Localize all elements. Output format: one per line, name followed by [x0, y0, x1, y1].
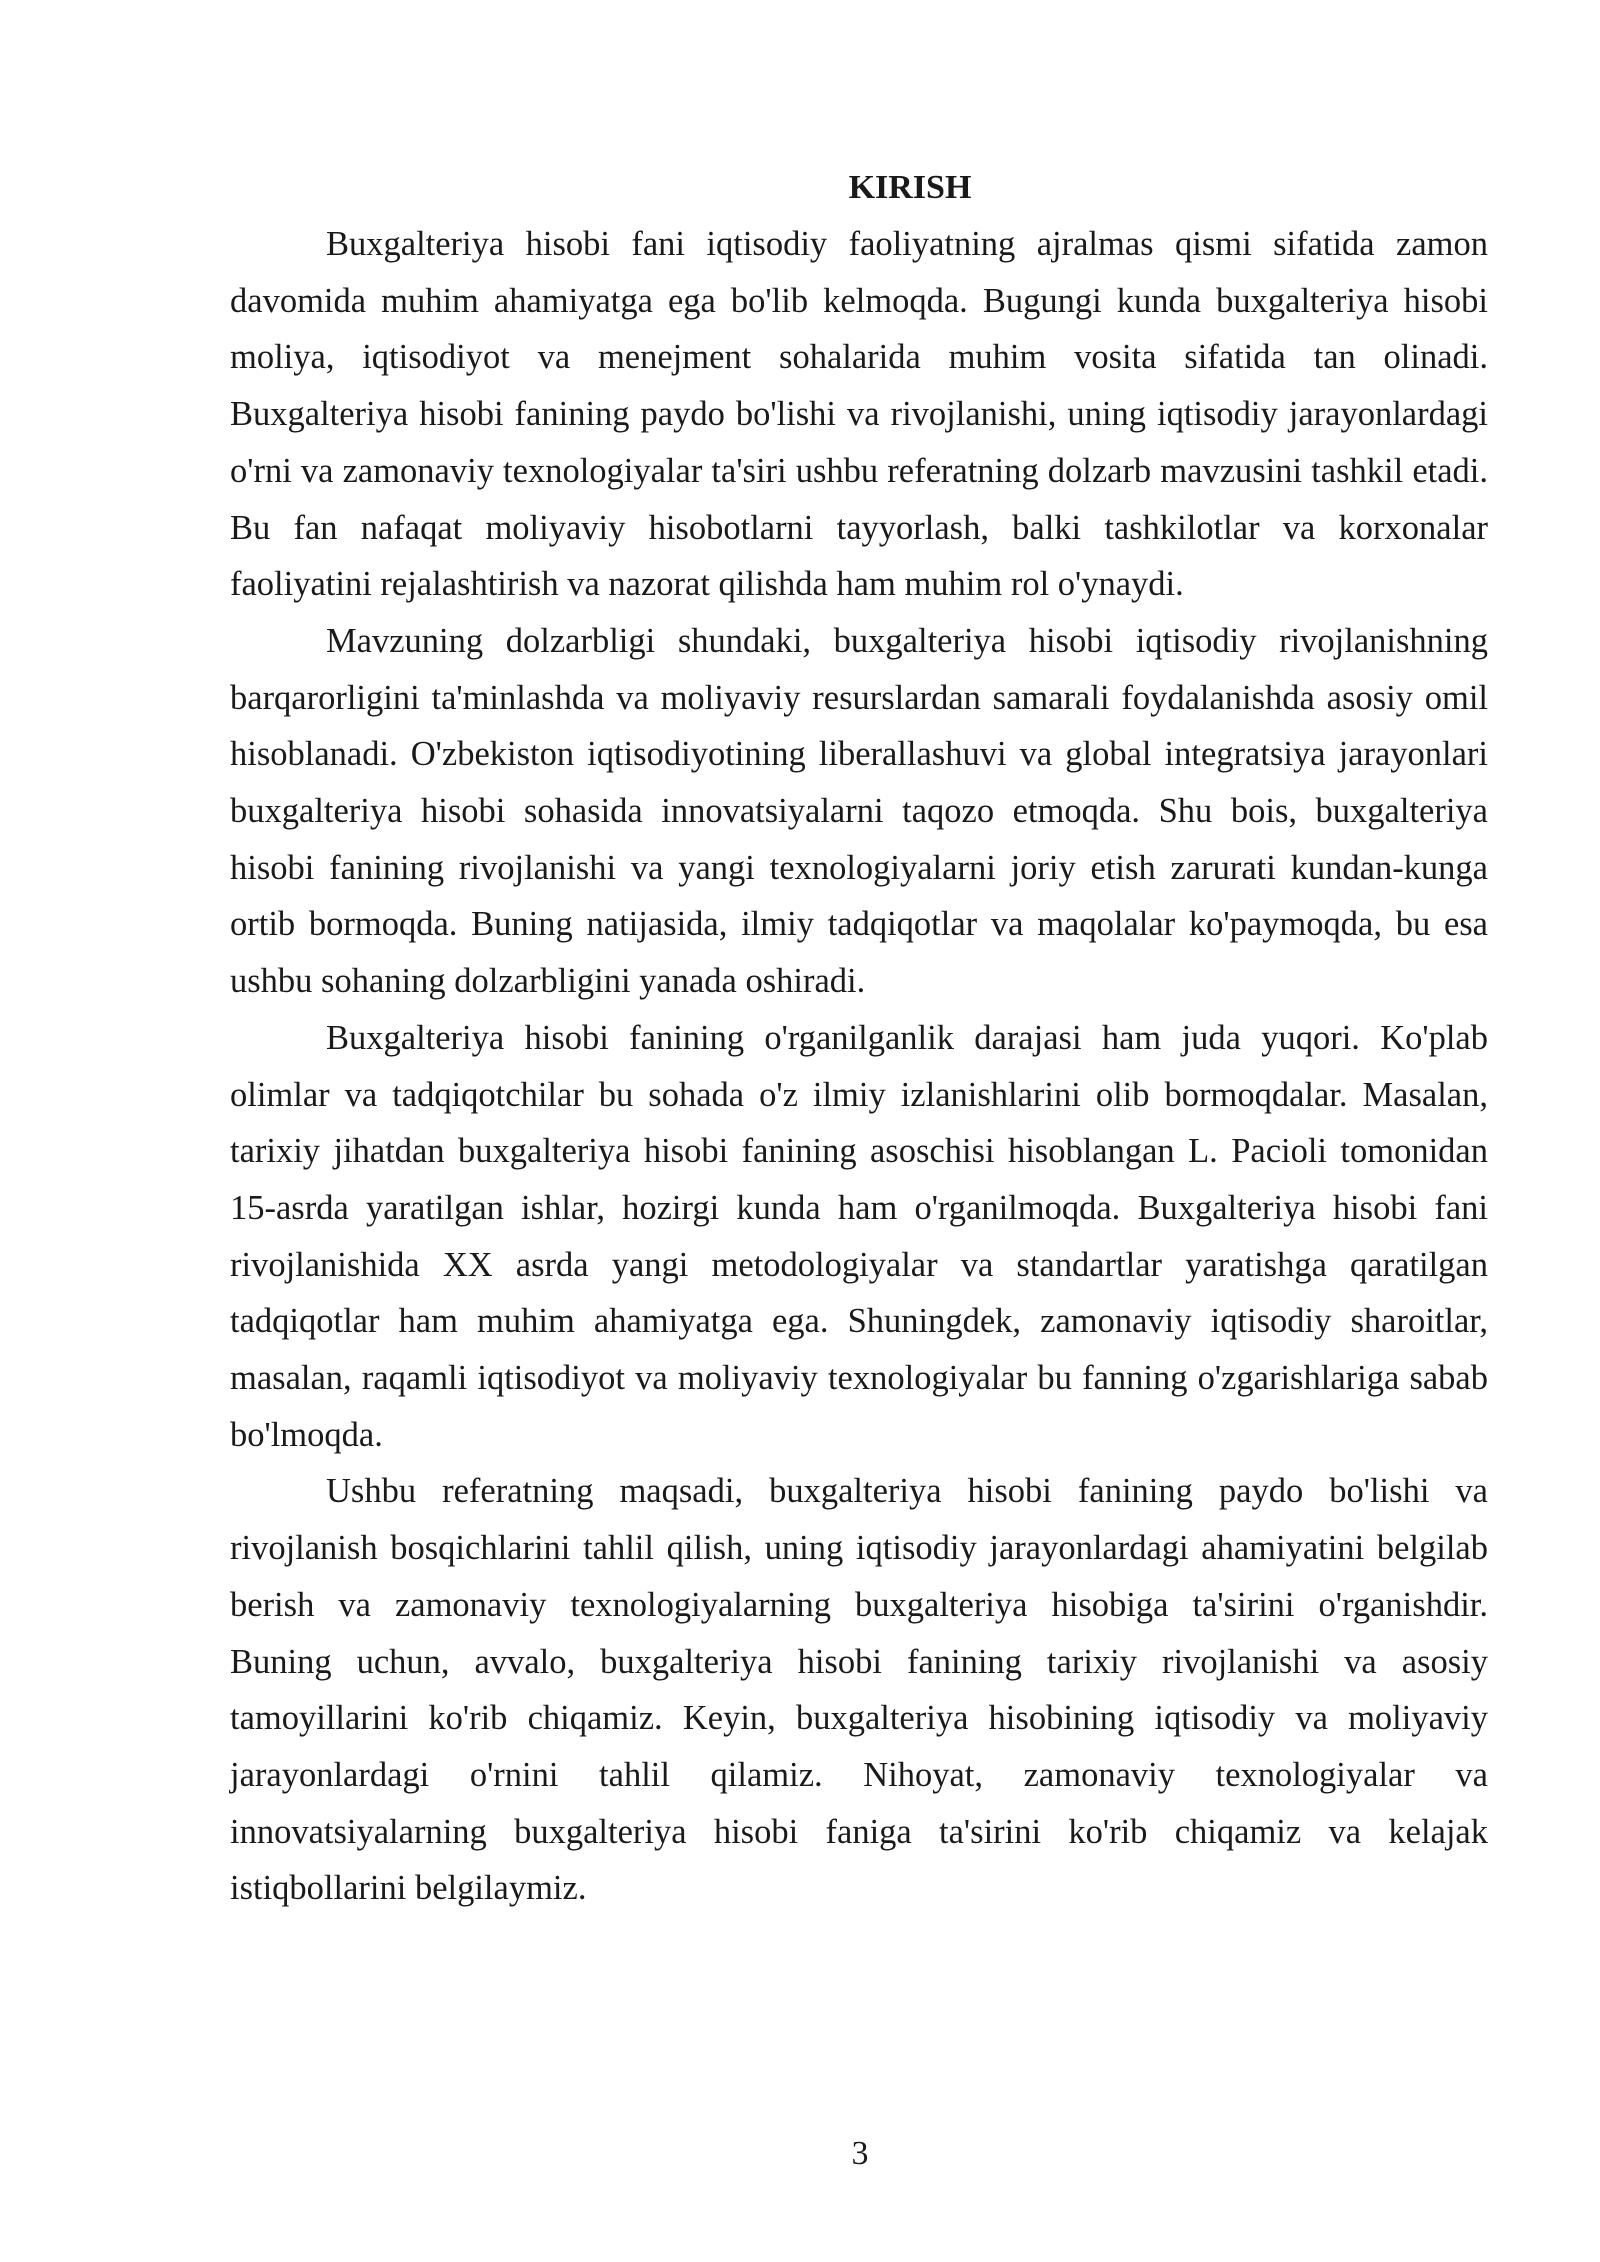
page-number: 3 [851, 2135, 869, 2172]
paragraph-3: Buxgalteriya hisobi fanining o'rganilganlik darajasi ham juda yuqori. Ko'plab olimlar va tadqiqotchilar bu sohada o'z ilmiy izlanishlarini olib bormoqdalar. Masalan, tarixiy jihatdan buxgalteriya hisobi fanining asoschisi hisoblangan L. Pacioli tomonidan 15-asrda yaratilgan ishlar, hozirgi kunda ham o'rganilmoqda. Buxgalteriya hisobi fani rivojlanishida XX asrda yangi metodologiyalar va standartlar yaratishga qaratilgan tadqiqotlar ham muhim ahamiyatga ega. Shuningdek, zamonaviy iqtisodiy sharoitlar, masalan, raqamli iqtisodiyot va moliyaviy texnologiyalar bu fanning o'zgarishlariga sabab bo'lmoqda. [230, 1018, 1488, 1454]
section-title: KIRISH [848, 169, 972, 206]
document-page [230, 160, 1488, 1917]
paragraph-1: Buxgalteriya hisobi fani iqtisodiy faoliyatning ajralmas qismi sifatida zamon davomida muhim ahamiyatga ega bo'lib kelmoqda. Bugungi kunda buxgalteriya hisobi moliya, iqtisodiyot va menejment sohalarida muhim vosita sifatida tan olinadi. Buxgalteriya hisobi fanining paydo bo'lishi va rivojlanishi, uning iqtisodiy jarayonlardagi o'rni va zamonaviy texnologiyalar ta'siri ushbu referatning dolzarb mavzusini tashkil etadi. Bu fan nafaqat moliyaviy hisobotlarni tayyorlash, balki tashkilotlar va korxonalar faoliyatini rejalashtirish va nazorat qilishda ham muhim rol o'ynaydi. [230, 225, 1488, 604]
paragraph-4: Ushbu referatning maqsadi, buxgalteriya hisobi fanining paydo bo'lishi va rivojlanish bosqichlarini tahlil qilish, uning iqtisodiy jarayonlardagi ahamiyatini belgilab berish va zamonaviy texnologiyalarning buxgalteriya hisobiga ta'sirini o'rganishdir. Buning uchun, avvalo, buxgalteriya hisobi fanining tarixiy rivojlanishi va asosiy tamoyillarini ko'rib chiqamiz. Keyin, buxgalteriya hisobining iqtisodiy va moliyaviy jarayonlardagi o'rnini tahlil qilamiz. Nihoyat, zamonaviy texnologiyalar va innovatsiyalarning buxgalteriya hisobi faniga ta'sirini ko'rib chiqamiz va kelajak istiqbollarini belgilaymiz. [230, 1472, 1488, 1908]
paragraph-2: Mavzuning dolzarbligi shundaki, buxgalteriya hisobi iqtisodiy rivojlanishning barqarorligini ta'minlashda va moliyaviy resurslardan samarali foydalanishda asosiy omil hisoblanadi. O'zbekiston iqtisodiyotining liberallashuvi va global integratsiya jarayonlari buxgalteriya hisobi sohasida innovatsiyalarni taqozo etmoqda. Shu bois, buxgalteriya hisobi fanining rivojlanishi va yangi texnologiyalarni joriy etish zarurati kundan-kunga ortib bormoqda. Buning natijasida, ilmiy tadqiqotlar va maqolalar ko'paymoqda, bu esa ushbu sohaning dolzarbligini yanada oshiradi. [230, 621, 1488, 1001]
